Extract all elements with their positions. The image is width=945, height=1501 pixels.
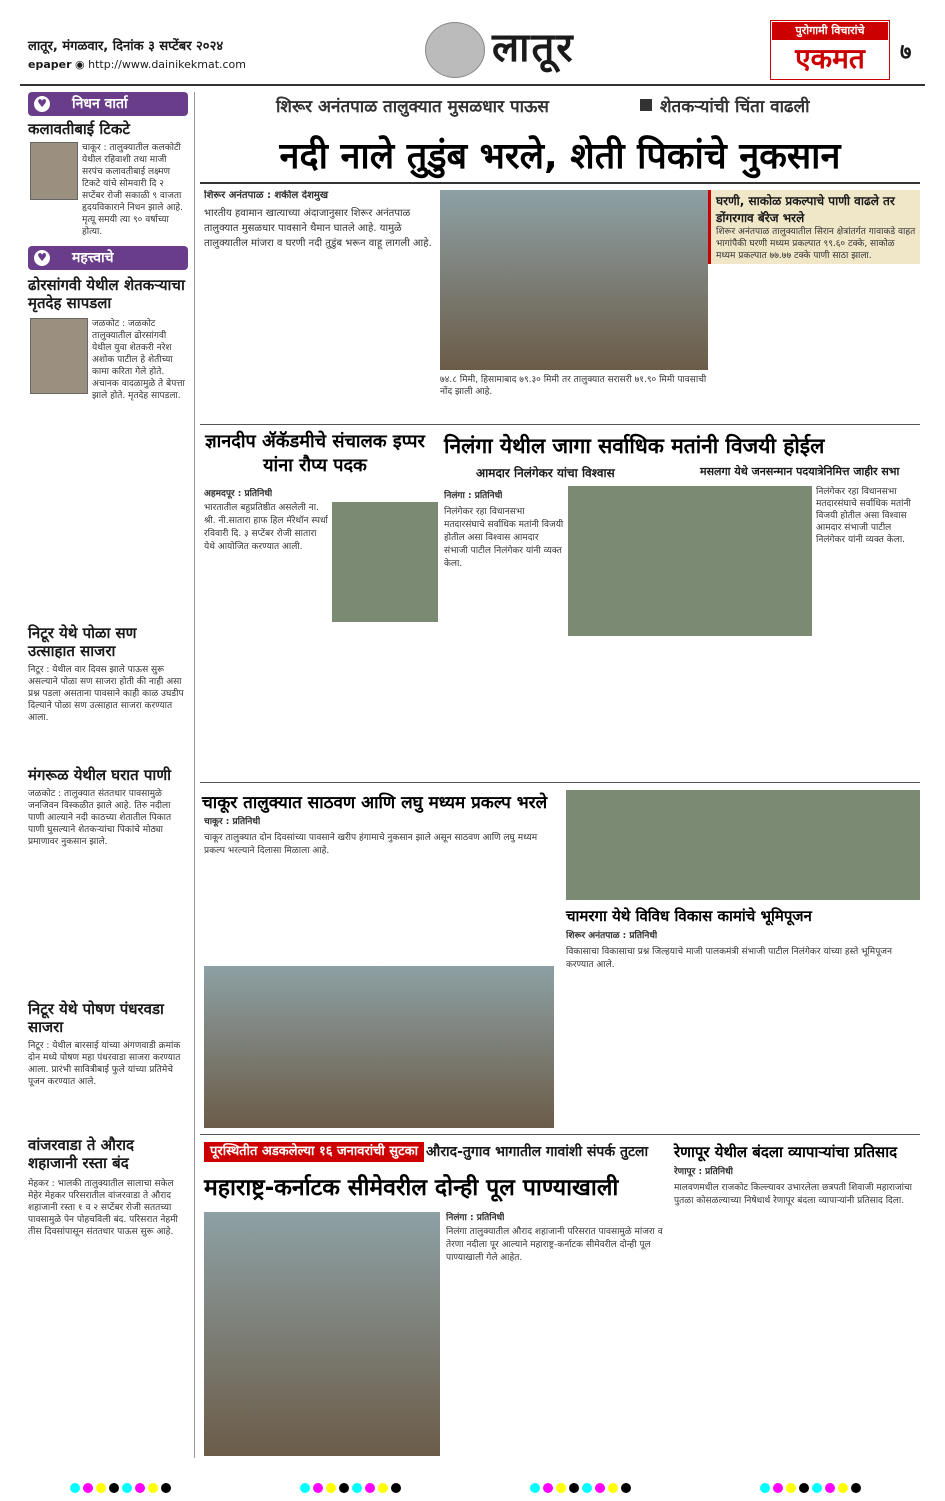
section-obituary: निधन वार्ता	[28, 92, 188, 116]
top-headline: नदी नाले तुडुंब भरले, शेती पिकांचे नुकसान	[279, 136, 841, 177]
a2-byline: निलंगा : प्रतिनिधी	[444, 491, 503, 501]
page-number: ७	[900, 40, 912, 65]
news3-title: मंगरूळ येथील घरात पाणी	[28, 766, 172, 784]
a2-headline: निलंगा येथील जागा सर्वाधिक मतांनी विजयी होईल	[444, 434, 825, 458]
a3-photo	[204, 966, 554, 1128]
a6-headline: रेणापूर येथील बंदला व्यापाऱ्यांचा प्रतिसाद	[674, 1143, 898, 1161]
a6-text: मालवणमधील राजकोट किल्ल्यावर उभारलेला छत्रपती शिवाजी महाराजांचा पुतळा कोसळल्याच्या निषेधार्थ रेणापूर बंदला व्यापाऱ्यांनी प्रतिसाद दिला.	[674, 1183, 912, 1206]
section-rule	[200, 1134, 920, 1135]
heart-icon: ♥	[34, 96, 50, 112]
section-rule	[200, 782, 920, 783]
issue-date: लातूर, मंगळवार, दिनांक ३ सप्टेंबर २०२४	[28, 39, 224, 54]
top-kicker-2: शेतकऱ्यांची चिंता वाढली	[660, 97, 810, 117]
top-text: भारतीय हवामान खात्याच्या अंदाजानुसार शिरूर अनंतपाळ तालुक्यात मुसळधार पावसाने थैमान घातले आहे. यामुळे तालुक्यातील मांजरा व घरणी नदी तुडुंब भरून वाहू लागली आहे.	[204, 208, 432, 249]
obit-text: चाकूर : तालुक्यातील कलकोटी येथील रहिवाशी तथा माजी सरपंच कलावतीबाई लक्ष्मण टिकटे यांचे सोमवारी दि २ सप्टेंबर रोजी सकाळी ९ वाजता हृदयविकाराने निधन झाले आहे. मृत्यू समयी त्या ९० वर्षाच्या होत्या.	[82, 143, 184, 237]
news2-text: निटूर : येथील वार दिवस झाले पाऊस सुरू असल्याने पोळा सण साजरा होती की नाही असा प्रश्न पडला असताना पावसाने काही काळ उघडीप दिल्याने पोळा सण उत्साहात साजरा करण्यात आला.	[28, 665, 184, 723]
news3-text: जळकोट : तालुक्यात संततधार पावसामुळे जनजिवन विस्कळीत झाले आहे. तिरु नदीला पाणी आल्याने नदी काठच्या शेतातील पिकात पाणी घुसल्याने शेतकऱ्यांचा पिकांचे मोठ्या प्रमाणावर नुकसान झाले.	[28, 789, 172, 847]
separator-square	[640, 99, 652, 111]
heart-icon: ♥	[34, 250, 50, 266]
a5-byline: निलंगा : प्रतिनिधी	[446, 1213, 505, 1223]
a4-text: विकासाचा विकासाचा प्रश्न जिल्हयाचे माजी पालकमंत्री संभाजी पाटील निलंगेकर यांच्या हस्ते भूमिपूजन करण्यात आले.	[566, 947, 892, 970]
epaper-link[interactable]: epaper ◉ http://www.dainikekmat.com	[28, 58, 246, 71]
a2-sub: आमदार निलंगेकर यांचा विश्वास	[476, 466, 615, 480]
a2-text: निलंगेकर रहा विधानसभा मतदारसंघाचे सर्वाधिक मतांनी विजयी होतील असा विश्वास आमदार संभाजी पाटील निलंगेकर यांनी व्यक्त केला.	[444, 507, 564, 569]
a4-byline: शिरूर अनंतपाळ : प्रतिनिधी	[566, 931, 658, 941]
box-text: शिरूर अनंतपाळ तालुक्यातील सिरान क्षेत्रांतर्गत गावाकडे वाहत भागांपैकी घरणी मध्यम प्रकल्पात ९९.६० टक्के, साकोळ मध्यम प्रकल्पात ७७.७७ टक्के पाणी साठा झाला.	[716, 227, 916, 261]
a2-sub2: मसलगा येथे जनसन्मान पदयात्रेनिमित्त जाहीर सभा	[700, 465, 900, 478]
a5-headline: महाराष्ट्र-कर्नाटक सीमेवरील दोन्ही पूल पाण्याखाली	[204, 1175, 619, 1201]
news4-title: निटूर येथे पोषण पंधरवडा साजरा	[28, 1000, 164, 1036]
sidebar-divider	[194, 92, 195, 1458]
news4-text: निटूर : येथील बारसाई यांच्या अंगणवाडी क्रमांक दोन मध्ये पोषण महा पंधरवाडा साजरा करण्यात आला. प्रारंभी सावित्रीबाई फुले यांच्या प्रतिमेचे पूजन करण्यात आले.	[28, 1041, 181, 1087]
photo-caption: ७४.८ मिमी, हिसामाबाद ७९.३० मिमी तर तालुक्यात सरासरी ७१.९० मिमी पावसाची नोंद झाली आहे.	[440, 375, 707, 397]
a3-headline: चाकूर तालुक्यात साठवण आणि लघु मध्यम प्रकल्प भरले	[202, 793, 548, 813]
a3-byline: चाकूर : प्रतिनिधी	[204, 817, 261, 827]
box-title: घरणी, साकोळ प्रकल्पाचे पाणी वाढले तर डोंगरगाव बॅरेज भरले	[716, 194, 895, 225]
a5-photo	[204, 1212, 440, 1456]
news1-text: जळकोट : जळकोट तालुक्यातील ढोरसांगवी येथील युवा शेतकरी नरेश अशोक पाटील हे शेतीच्या कामा करिता गेले होते. अचानक वादळामुळे ते बेपत्ता झाले होते. मृतदेह सापडला.	[92, 319, 185, 401]
a4-photo	[566, 790, 920, 900]
a2-text-right: निलंगेकर रहा विधानसभा मतदारसंघाचे सर्वाधिक मतांनी विजयी होतील असा विश्वास आमदार संभाजी पाटील निलंगेकर यांनी व्यक्त केला.	[816, 487, 911, 545]
a5-kicker: औराद-तुगाव भागातील गावांशी संपर्क तुटला	[426, 1144, 649, 1160]
section-important: महत्त्वाचे	[28, 246, 188, 270]
news2-title: निटूर येथे पोळा सण उत्साहात साजरा	[28, 624, 137, 660]
news5-title: वांजरवाडा ते औराद शहाजानी रस्ता बंद	[28, 1136, 134, 1172]
globe-small-icon: ◉	[75, 58, 85, 71]
a1-headline: ज्ञानदीप ॲकॅडमीचे संचालक इप्पर यांना रौप्य पदक	[205, 431, 425, 476]
top-kicker-1: शिरूर अनंतपाळ तालुक्यात मुसळधार पाऊस	[276, 97, 549, 117]
flood-photo	[440, 190, 708, 370]
a1-byline: अहमदपूर : प्रतिनिधी	[204, 489, 273, 499]
a5-text: निलंगा तालुक्यातील औराद शहाजानी परिसरात पावसामुळे मांजरा व तेरणा नदीला पूर आल्याने महाराष्ट्र-कर्नाटक सीमेवरील दोन्ही पूल पाण्याखाली गेले आहेत.	[446, 1227, 663, 1263]
brand-tagline: पुरोगामी विचारांचे	[772, 22, 888, 40]
brand-name: एकमत	[795, 42, 865, 75]
print-registration-marks	[0, 1470, 945, 1501]
edition-masthead: लातूर	[492, 24, 575, 71]
a1-text: भारतातील बहुप्रतिष्ठीत असलेली ना. श्री. नी.सातारा हाफ हिल मॅरेथॉन स्पर्धा रविवारी दि. ३ सप्टेंबर रोजी सातारा येथे आयोजित करण्यात आली.	[204, 503, 328, 552]
top-byline: शिरूर अनंतपाळ : शकील देशमुख	[204, 190, 329, 201]
globe-logo-icon	[425, 22, 485, 78]
a2-photo	[568, 486, 812, 636]
a3-text: चाकूर तालुक्यात दोन दिवसांच्या पावसाने खरीप हंगामाचे नुकसान झाले असून साठवण आणि लघु मध्यम प्रकल्प भरल्याने दिलासा मिळाला आहे.	[204, 833, 538, 856]
obit-title: कलावतीबाई टिकटे	[28, 120, 130, 138]
news5-text: मेहकर : भालकी तालुक्यातील सालाचा सकेल मेहेर मेहकर परिसरातील वांजरवाडा ते औराद शहाजानी रस्ता १ व २ सप्टेंबर रोजी सततच्या पावसामुळे पेन पोहचविली बंद. परिसरात नेहमी तीस दिवसांपासून संततधार पाऊस सुरू आहे.	[28, 1179, 178, 1237]
section-rule	[200, 424, 920, 425]
a6-byline: रेणापूर : प्रतिनिधी	[674, 1167, 733, 1177]
a4-headline: चामरगा येथे विविध विकास कामांचे भूमिपूजन	[566, 907, 812, 925]
news1-title: ढोरसांगवी येथील शेतकऱ्याचा मृतदेह सापडला	[28, 276, 185, 312]
headline-rule	[200, 182, 920, 184]
header-rule	[20, 84, 925, 86]
a1-photo	[332, 502, 438, 622]
page-header	[0, 0, 945, 88]
a5-tag: पूरस्थितीत अडकलेल्या १६ जनावरांची सुटका	[204, 1142, 424, 1162]
